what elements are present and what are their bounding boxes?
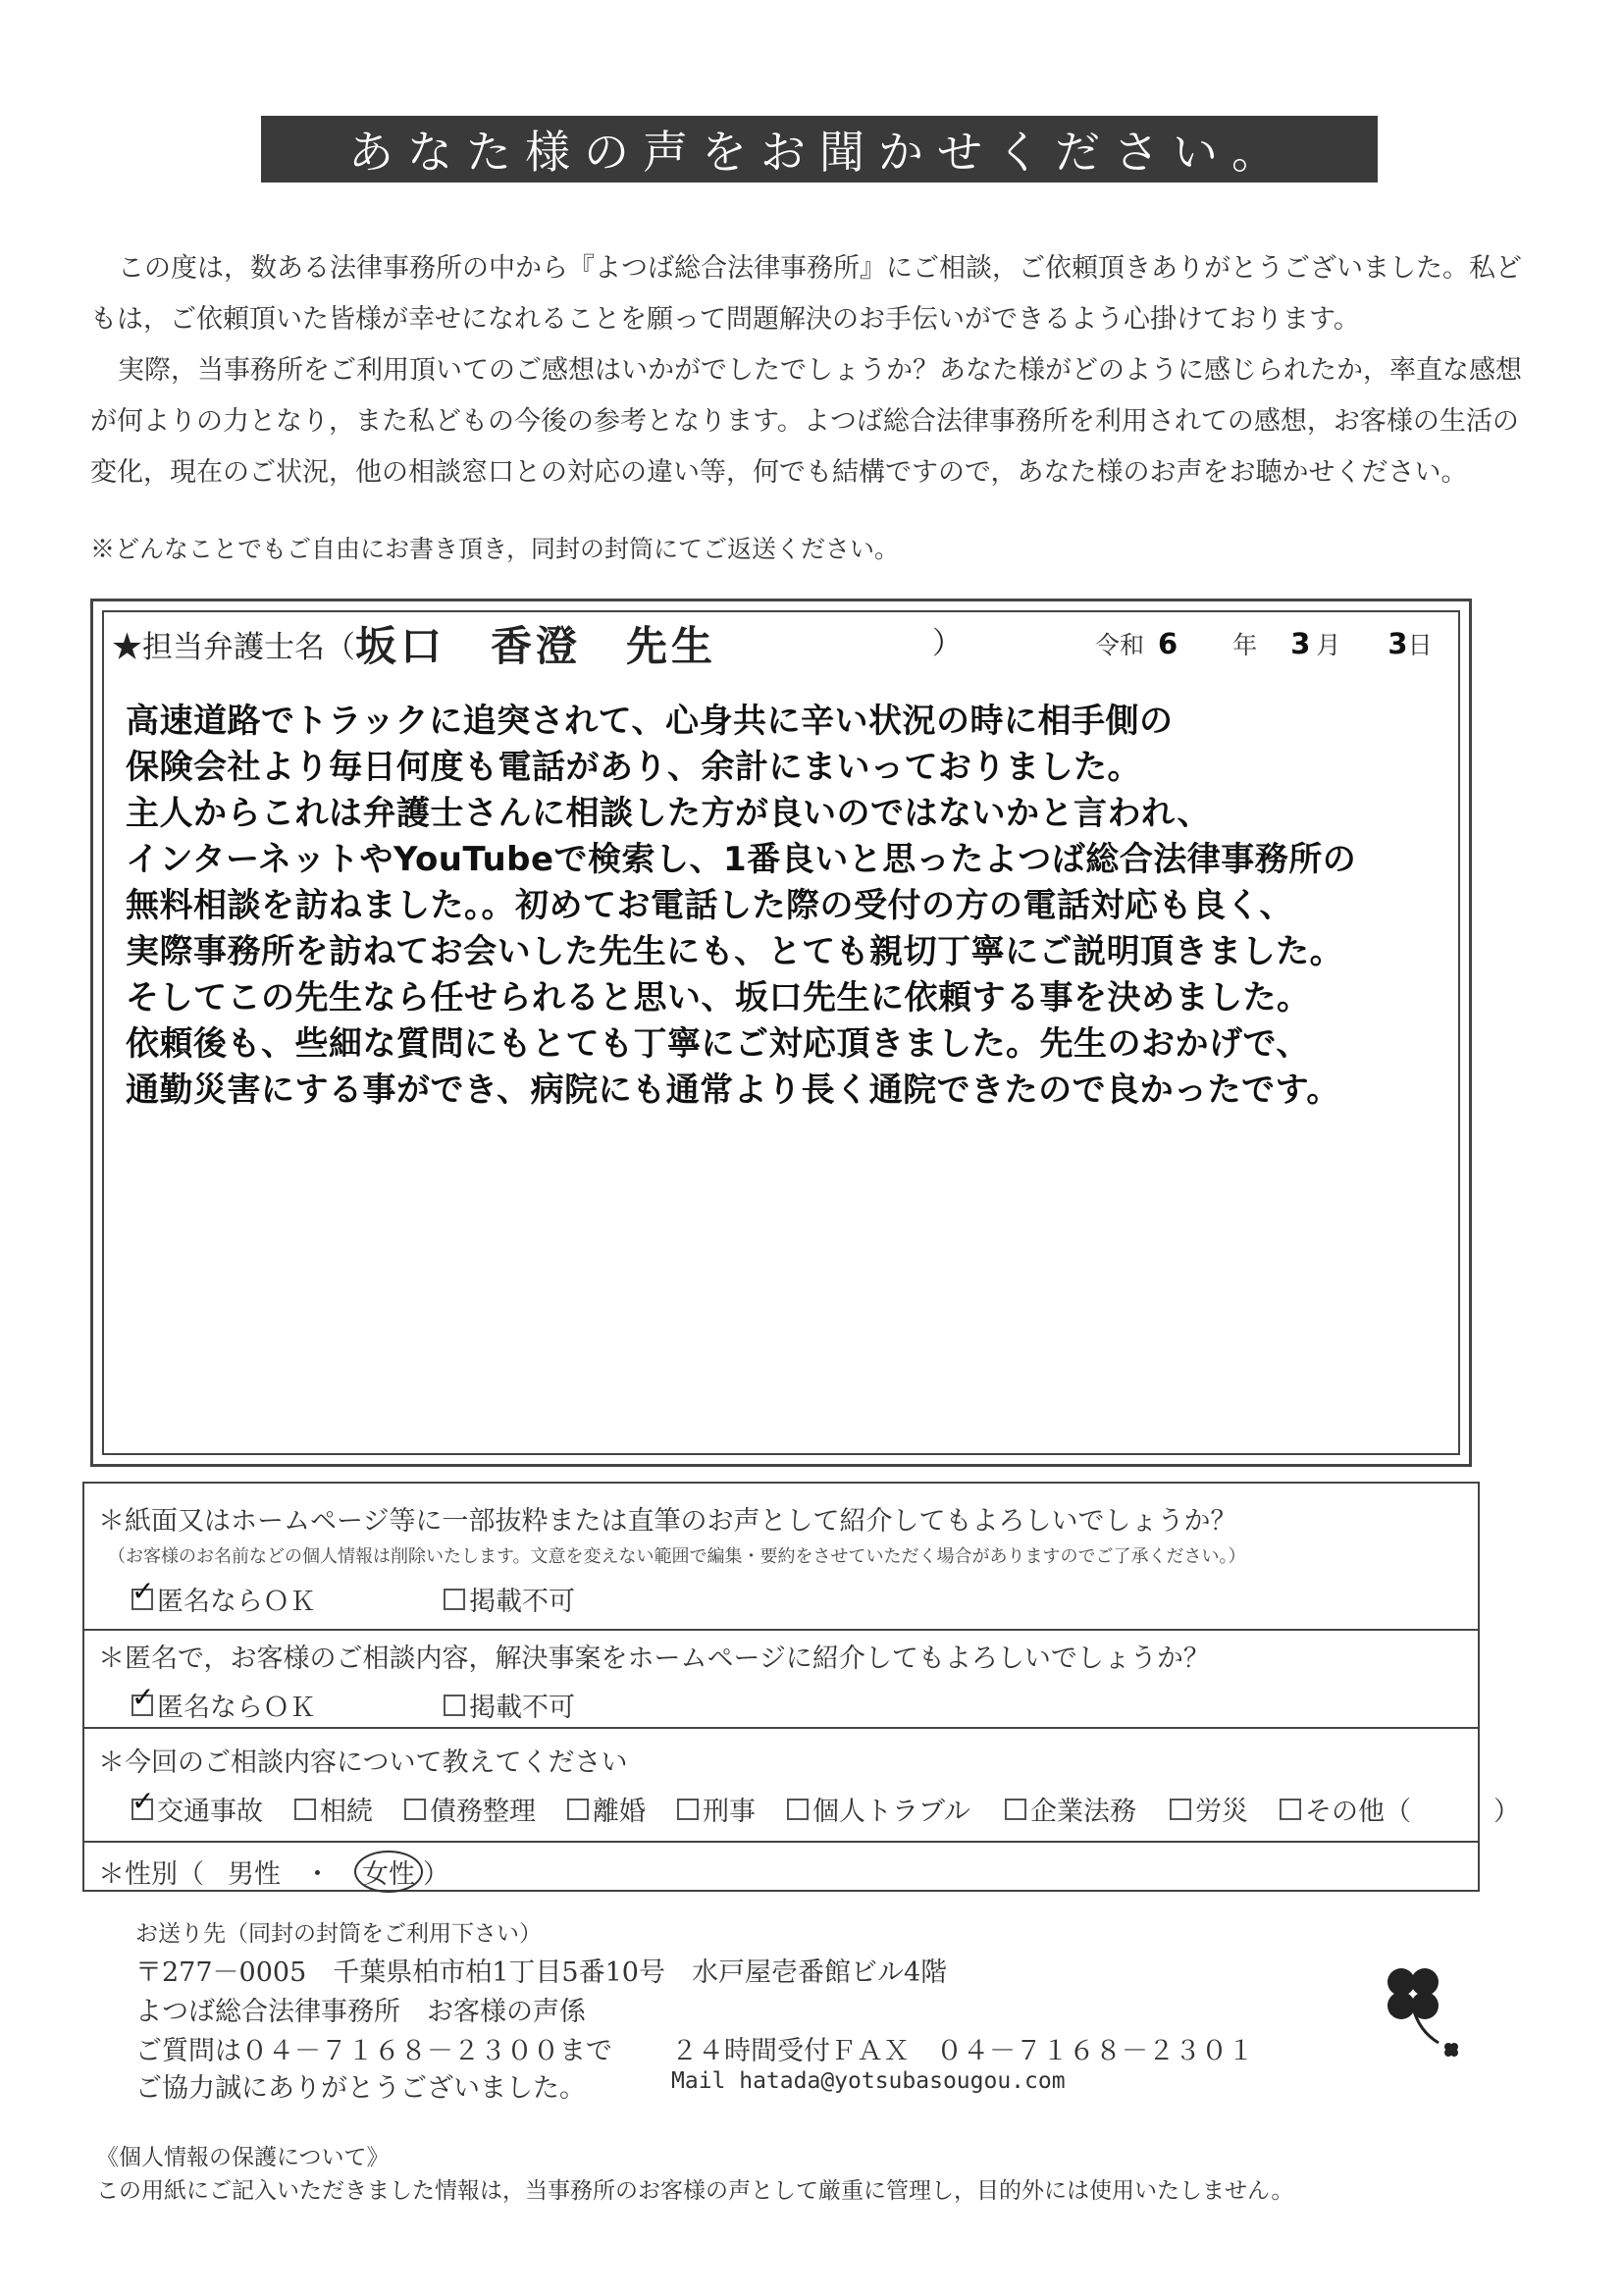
intro-text <box>90 243 1543 498</box>
checkbox-checked-icon[interactable] <box>131 1589 153 1610</box>
option-corporate[interactable] <box>1005 1790 1136 1828</box>
checkbox-icon[interactable] <box>1005 1799 1026 1820</box>
checkbox-icon[interactable] <box>404 1799 426 1820</box>
comment-line: そしてこの先生なら任せられると思い、坂口先生に依頼する事を決めました。 <box>126 978 1311 1018</box>
gender-separator: ・ <box>304 1859 331 1890</box>
gender-male[interactable]: 男性 <box>228 1859 281 1890</box>
era-label: 令和 <box>1095 631 1145 659</box>
survey-divider <box>82 1629 1480 1631</box>
lawyer-label: ★担当弁護士名（ <box>112 629 355 665</box>
day-value[interactable]: 3 <box>1387 627 1408 660</box>
privacy-text: この用紙にご記入いただきました情報は，当事務所のお客様の声として厳重に管理し，目的外には使用いたしません。 <box>96 2178 1294 2204</box>
comment-line: インターネットやYouTubeで検索し、1番良いと思ったよつば総合法律事務所の <box>126 840 1357 879</box>
lawyer-name-row <box>112 612 716 675</box>
privacy-title: 《個人情報の保護について》 <box>96 2145 390 2170</box>
option-label: 交通事故 <box>157 1797 263 1827</box>
email[interactable]: Mail hatada@yotsubasougou.com <box>671 2068 1066 2094</box>
option-label: 匿名ならＯＫ <box>157 1693 316 1723</box>
option-other-close: ） <box>1493 1797 1520 1827</box>
gender-female-selected[interactable]: 女性 <box>354 1851 423 1893</box>
option-label: 企業法務 <box>1030 1797 1136 1827</box>
comment-line: 主人からこれは弁護士さんに相談した方が良いのではないかと言われ、 <box>126 794 1212 833</box>
checkbox-icon[interactable] <box>294 1799 316 1820</box>
page-title: あなた様の声をお聞かせください。 <box>261 116 1378 183</box>
survey-divider <box>82 1841 1480 1843</box>
survey-divider <box>82 1727 1480 1729</box>
option-debt[interactable] <box>404 1790 536 1828</box>
comment-line: 高速道路でトラックに追突されて、心身共に辛い状況の時に相手側の <box>126 702 1174 741</box>
gender-row <box>98 1851 449 1893</box>
option-label: 離婚 <box>593 1797 646 1827</box>
option-label: 個人トラブル <box>812 1797 970 1827</box>
question-publish-note: （お客様のお名前などの個人情報は削除いたします。文意を変えない範囲で編集・要約をさせていただく場合がありますのでご了承ください。） <box>108 1546 1246 1567</box>
gender-close: ） <box>423 1859 449 1890</box>
checkbox-icon[interactable] <box>787 1799 809 1820</box>
option-label: 刑事 <box>703 1797 756 1827</box>
question-publish: ＊紙面又はホームページ等に一部抜粋または直筆のお声として紹介してもよろしいでしょうか？ <box>98 1506 1237 1537</box>
option-divorce[interactable] <box>567 1790 646 1828</box>
checkbox-icon[interactable] <box>677 1799 699 1820</box>
question-case-publish: ＊匿名で，お客様のご相談内容，解決事案をホームページに紹介してもよろしいでしょうか？ <box>98 1644 1210 1674</box>
checkbox-icon[interactable] <box>1170 1799 1191 1820</box>
option-publish-decline[interactable] <box>444 1580 575 1618</box>
checkbox-icon[interactable] <box>567 1799 589 1820</box>
year-label: 年 <box>1232 631 1258 659</box>
option-label: 相続 <box>320 1797 373 1827</box>
lawyer-name[interactable]: 坂口 香澄 先生 <box>355 622 717 670</box>
day-label: 日 <box>1407 631 1433 659</box>
send-to-label: お送り先（同封の封筒をご利用下さい） <box>135 1921 542 1947</box>
phone: ご質問は０４－７１６８－２３００まで <box>135 2036 612 2066</box>
option-label: 匿名ならＯＫ <box>157 1587 316 1617</box>
option-label: その他（ <box>1305 1797 1411 1827</box>
comment-text[interactable] <box>126 699 1460 1114</box>
checkbox-icon[interactable] <box>444 1589 465 1610</box>
checkbox-checked-icon[interactable] <box>131 1799 153 1820</box>
intro-paragraph-1: この度は，数ある法律事務所の中から『よつば総合法律事務所』にご相談，ご依頼頂きありがとうございました。私どもは，ご依頼頂いた皆様が幸せになれることを願って問題解決のお手伝いができるよう心掛けております。 <box>90 253 1522 335</box>
option-label: 掲載不可 <box>469 1587 575 1617</box>
option-label: 労災 <box>1195 1797 1248 1827</box>
option-inheritance[interactable] <box>294 1790 373 1828</box>
comment-line: 実際事務所を訪ねてお会いした先生にも、とても親切丁寧にご説明頂きました。 <box>126 932 1344 971</box>
option-label: 掲載不可 <box>469 1693 575 1723</box>
lawyer-close: ） <box>932 626 963 661</box>
question-consult-type: ＊今回のご相談内容について教えてください <box>98 1748 628 1778</box>
intro-paragraph-2: 実際，当事務所をご利用頂いてのご感想はいかがでしたでしょうか？あなた様がどのように感じられたか，率直な感想が何よりの力となり，また私どもの今後の参考となります。よつば総合法律事務所を利用されての感想，お客様の生活の変化，現在のご状況，他の相談窓口との対応の違い等，何でも結構ですので，あなた様のお声をお聴かせください。 <box>90 355 1522 488</box>
option-label: 債務整理 <box>430 1797 536 1827</box>
thanks: ご協力誠にありがとうございました。 <box>135 2073 586 2104</box>
checkbox-checked-icon[interactable] <box>131 1695 153 1716</box>
clover-icon <box>1364 1953 1462 2061</box>
option-case-anonymous[interactable] <box>131 1686 316 1724</box>
option-publish-anonymous[interactable] <box>131 1580 316 1618</box>
option-traffic-accident[interactable] <box>131 1790 263 1828</box>
checkbox-icon[interactable] <box>1280 1799 1301 1820</box>
option-other[interactable] <box>1280 1790 1411 1828</box>
option-labor-accident[interactable] <box>1170 1790 1248 1828</box>
comment-line: 無料相談を訪ねました。。初めてお電話した際の受付の方の電話対応も良く、 <box>126 886 1293 925</box>
option-criminal[interactable] <box>677 1790 756 1828</box>
comment-line: 通勤災害にする事ができ、病院にも通常より長く通院できたので良かったです。 <box>126 1070 1340 1110</box>
option-case-decline[interactable] <box>444 1686 575 1724</box>
comment-line: 依頼後も、些細な質問にもとても丁寧にご対応頂きました。先生のおかげで、 <box>126 1024 1310 1064</box>
month-value[interactable]: 3 <box>1290 627 1311 660</box>
fax: ２４時間受付ＦＡＸ ０４－７１６８－２３０１ <box>671 2036 1254 2066</box>
department: よつば総合法律事務所 お客様の声係 <box>135 1997 586 2027</box>
instruction-note: ※どんなことでもご自由にお書き頂き，同封の封筒にてご返送ください。 <box>90 535 900 563</box>
option-personal-trouble[interactable] <box>787 1790 970 1828</box>
month-label: 月 <box>1316 631 1341 659</box>
checkbox-icon[interactable] <box>444 1695 465 1716</box>
year-value[interactable]: 6 <box>1158 627 1178 660</box>
address: 〒277－0005 千葉県柏市柏1丁目5番10号 水戸屋壱番館ビル4階 <box>135 1957 948 1988</box>
gender-label: ＊性別（ <box>98 1859 204 1890</box>
date-row <box>1095 612 1433 675</box>
comment-line: 保険会社より毎日何度も電話があり、余計にまいっておりました。 <box>126 748 1141 787</box>
